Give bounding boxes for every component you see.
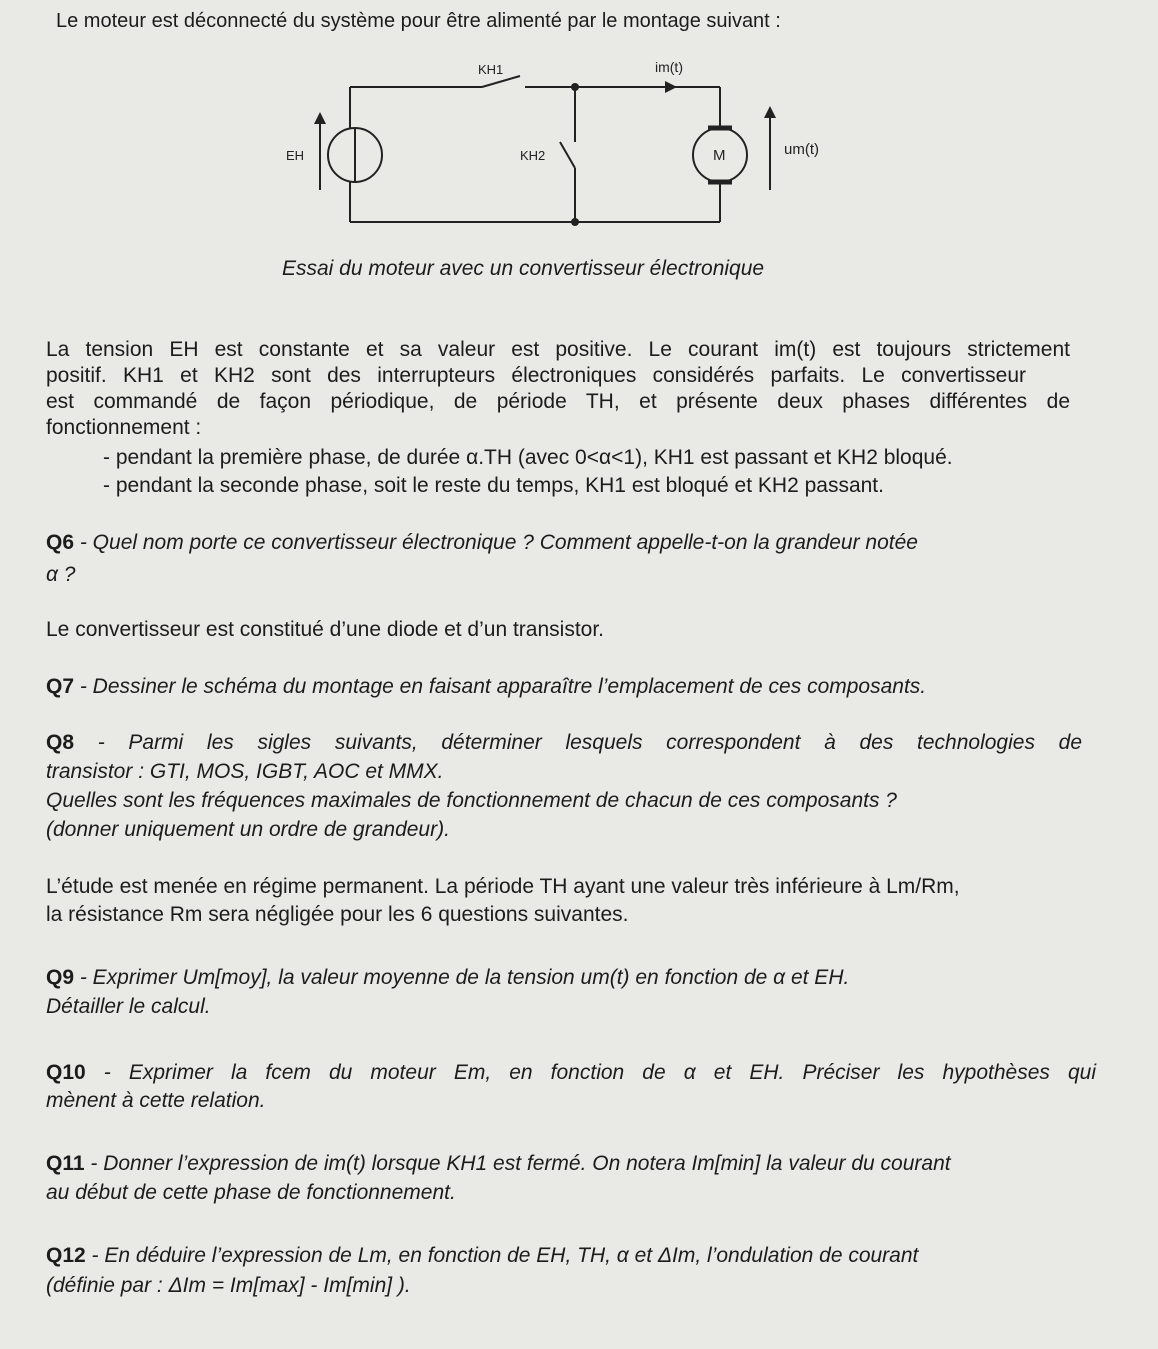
q7-text: - Dessiner le schéma du montage en faisant apparaître l’emplacement de ces composants. <box>74 675 927 698</box>
para1-line-4: fonctionnement : <box>46 416 202 439</box>
label-im: im(t) <box>655 59 683 75</box>
um-arrow-icon <box>764 106 776 118</box>
para1-line-2: positif. KH1 et KH2 sont des interrupteurs électroniques considérés parfaits. Le convertisseur <box>46 364 1026 387</box>
bullet-2: - pendant la seconde phase, soit le reste du temps, KH1 est bloqué et KH2 passant. <box>103 474 884 497</box>
para2-line-2: la résistance Rm sera négligée pour les 6 questions suivantes. <box>46 903 629 926</box>
label-um: um(t) <box>784 141 819 158</box>
bullet-1: - pendant la première phase, de durée α.TH (avec 0<α<1), KH1 est passant et KH2 bloqué. <box>103 446 953 469</box>
circuit-caption: Essai du moteur avec un convertisseur électronique <box>282 257 765 280</box>
q11-text: - Donner l’expression de im(t) lorsque KH1 est fermé. On notera Im[min] la valeur du courant <box>84 1152 951 1175</box>
switch-kh2-blade <box>560 142 575 168</box>
q8-text: - Parmi les sigles suivants, déterminer lesquels correspondent à des technologies de <box>74 731 1082 754</box>
q6-line-2: α ? <box>46 563 76 586</box>
q12-text: - En déduire l’expression de Lm, en fonction de EH, TH, α et ΔIm, l’ondulation de courant <box>85 1244 919 1267</box>
q11-line-2: au début de cette phase de fonctionnement. <box>46 1181 456 1204</box>
circuit-diagram <box>270 50 870 240</box>
q8-line-3: Quelles sont les fréquences maximales de fonctionnement de chacun de ces composants ? <box>46 789 897 812</box>
q9-line-2: Détailler le calcul. <box>46 995 211 1018</box>
para1-line-3: est commandé de façon périodique, de période TH, et présente deux phases différentes de <box>46 390 1070 413</box>
switch-kh1-blade <box>482 76 520 87</box>
label-motor: M <box>713 147 726 164</box>
para2-line-1: L’étude est menée en régime permanent. La période TH ayant une valeur très inférieure à Lm/Rm, <box>46 875 960 898</box>
q9-number: Q9 <box>46 966 75 989</box>
q6-text: - Quel nom porte ce convertisseur électronique ? Comment appelle-t-on la grandeur notée <box>74 531 918 554</box>
q12-line-1 <box>46 1244 918 1268</box>
q8-line-2: transistor : GTI, MOS, IGBT, AOC et MMX. <box>46 760 444 783</box>
q12-number: Q12 <box>46 1244 86 1267</box>
intro-text: Le moteur est déconnecté du système pour être alimenté par le montage suivant : <box>56 10 781 32</box>
q10-line-2: mènent à cette relation. <box>46 1089 266 1112</box>
q11-line-1 <box>46 1152 951 1176</box>
current-arrow-icon <box>665 81 677 93</box>
q7-line <box>46 675 926 699</box>
eh-arrow-icon <box>314 112 326 124</box>
q6-line-1 <box>46 531 918 555</box>
q9-line-1 <box>46 966 849 990</box>
q10-text: - Exprimer la fcem du moteur Em, en fonction de α et EH. Préciser les hypothèses qui <box>85 1061 1096 1084</box>
label-eh: EH <box>286 148 305 163</box>
q12-line-2: (définie par : ΔIm = Im[max] - Im[min] ). <box>46 1274 411 1297</box>
label-kh2: KH2 <box>520 148 546 163</box>
q9-text: - Exprimer Um[moy], la valeur moyenne de la tension um(t) en fonction de α et EH. <box>74 966 850 989</box>
label-kh1: KH1 <box>478 62 504 77</box>
converter-note: Le convertisseur est constitué d’une diode et d’un transistor. <box>46 618 604 641</box>
node-top <box>571 83 579 91</box>
q8-number: Q8 <box>46 731 75 754</box>
para1-line-1: La tension EH est constante et sa valeur est positive. Le courant im(t) est toujours strictement <box>46 338 1070 361</box>
q8-line-4: (donner uniquement un ordre de grandeur). <box>46 818 450 841</box>
q10-number: Q10 <box>46 1061 86 1084</box>
q11-number: Q11 <box>46 1152 85 1175</box>
q10-line-1 <box>46 1061 1096 1085</box>
q6-number: Q6 <box>46 531 75 554</box>
node-bottom <box>571 218 579 226</box>
q8-line-1 <box>46 731 1082 755</box>
q7-number: Q7 <box>46 675 75 698</box>
